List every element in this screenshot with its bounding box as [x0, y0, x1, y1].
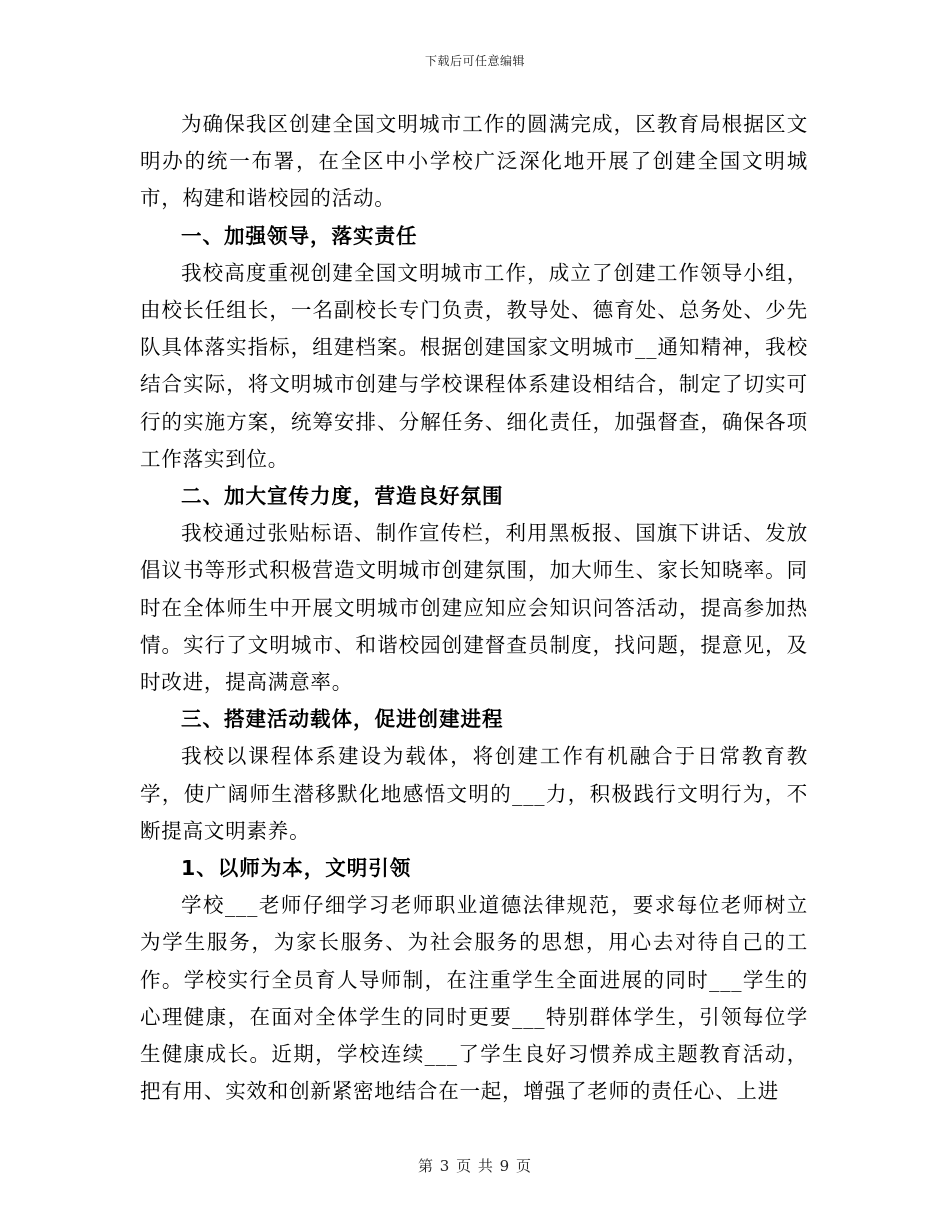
paragraph-leadership: 我校高度重视创建全国文明城市工作，成立了创建工作领导小组，由校长任组长，一名副校长专门负责，教导处、德育处、总务处、少先队具体落实指标，组建档案。根据创建国家文明城市__通知精神，我校结合实际，将文明城市创建与学校课程体系建设相结合，制定了切实可行的实施方案，统筹安排、分解任务、细化责任，加强督查，确保各项工作落实到位。 [140, 260, 808, 471]
document-body [140, 106, 808, 1110]
paragraph-activities: 我校以课程体系建设为载体，将创建工作有机融合于日常教育教学，使广阔师生潜移默化地感悟文明的___力，积极践行文明行为，不断提高文明素养。 [140, 744, 808, 843]
paragraph-intro: 为确保我区创建全国文明城市工作的圆满完成，区教育局根据区文明办的统一布署，在全区中小学校广泛深化地开展了创建全国文明城市，构建和谐校园的活动。 [140, 112, 808, 211]
subsection-heading-1: 1、以师为本，文明引领 [181, 856, 412, 881]
page-header: 下载后可任意编辑 [424, 54, 525, 68]
section-heading-2: 二、加大宣传力度，营造良好氛围 [181, 484, 504, 509]
page-number: 第 3 页 共 9 页 [418, 1157, 532, 1175]
paragraph-publicity: 我校通过张贴标语、制作宣传栏，利用黑板报、国旗下讲话、发放倡议书等形式积极营造文明城市创建氛围，加大师生、家长知晓率。同时在全体师生中开展文明城市创建应知应会知识问答活动，提高参加热情。实行了文明城市、和谐校园创建督查员制度，找问题，提意见，及时改进，提高满意率。 [140, 521, 808, 695]
paragraph-teachers: 学校___老师仔细学习老师职业道德法律规范，要求每位老师树立为学生服务，为家长服务、为社会服务的思想，用心去对待自己的工作。学校实行全员育人导师制，在注重学生全面进展的同时___学生的心理健康，在面对全体学生的同时更要___特别群体学生，引领每位学生健康成长。近期，学校连续___了学生良好习惯养成主题教育活动，把有用、实效和创新紧密地结合在一起，增强了老师的责任心、上进 [140, 893, 808, 1104]
section-heading-1: 一、加强领导，落实责任 [181, 223, 418, 248]
section-heading-3: 三、搭建活动载体，促进创建进程 [181, 707, 504, 732]
